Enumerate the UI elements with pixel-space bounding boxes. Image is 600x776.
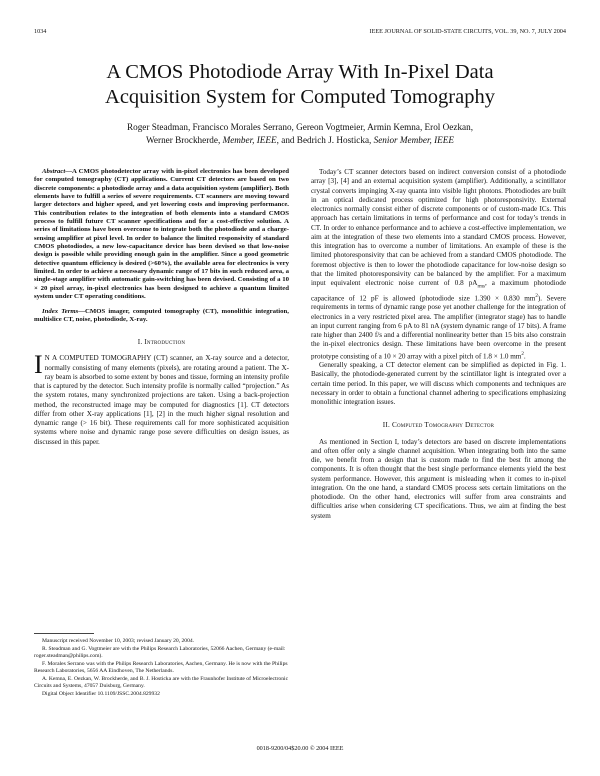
- footnote: Manuscript received November 10, 2003; revised January 20, 2004.: [42, 638, 195, 644]
- index-terms-label: Index Terms: [42, 307, 79, 315]
- left-column: [34, 168, 289, 447]
- journal-name: IEEE JOURNAL OF SOLID-STATE CIRCUITS, VOL. 39, NO. 7, JULY 2004: [369, 28, 566, 35]
- footnote: Digital Object Identifier 10.1109/JSSC.2004.829932: [42, 691, 160, 697]
- footnote-rule: [34, 633, 94, 634]
- footnote: F. Morales Serrano was with the Philips Research Laboratories, Aachen, Germany. He is now with the Philips Research Laboratories, 5656 AA Eindhoven, The Netherlands.: [34, 661, 288, 674]
- footnotes: [34, 633, 289, 699]
- index-terms-text: —CMOS imager, computed tomography (CT), monolithic integration, multislice CT, noise, photodiode, X-ray.: [34, 307, 289, 323]
- page-number: 1034: [34, 28, 47, 35]
- section-1-heading: I. Introduction: [137, 338, 186, 347]
- authors-line-2: [40, 134, 560, 147]
- abstract-text: —A CMOS photodetector array with in-pixel electronics has been developed for computed tomography (CT) applications. Current CT detectors are based on two discrete components: a photodiode array and a data acquisition system (amplifier). Both elements have to fulfill a series of severe requirements. CT scanners are moving toward larger detectors and higher speed, and yet lowering costs and improving performance. This contribution relates to the integration of both elements into a standard CMOS process to fulfill future CT scanner specifications and for a cost-effective solution. A series of limitations have been overcome to integrate both the photodiode and a charge-sensing amplifier at pixel level. In order to balance the limited responsivity of standard CMOS photodiodes, a new low-capacitance device has been devised so that low-noise design is possible while providing enough gain in the amplifier. Since a good geometric detective quantum efficiency is desired (>60%), the available area for electronics is very limited. In order to achieve a necessary dynamic range of 17 bits in such reduced area, a single-stage amplifier with automatic gain-switching has been devised. Consisting of a 10 × 20 pixel array, in-pixel electronics has been designed to achieve a quantum limited system under CT operating conditions.: [34, 168, 289, 301]
- abstract-label: Abstract: [42, 168, 66, 175]
- right-column: [311, 168, 566, 521]
- intro-paragraph: [34, 350, 289, 447]
- author-membership-a: Member, IEEE: [222, 134, 277, 145]
- title-line-2: Acquisition System for Computed Tomography: [105, 86, 495, 108]
- title-line-1: A CMOS Photodiode Array With In-Pixel Data: [106, 61, 494, 83]
- right-paragraph-3: As mentioned in Section I, today’s detectors are based on discrete implementations and often offer only a single channel acquisition. When integrating both into the same die, we benefit from a design that is custom made to find the best fit among the components. It is often thought that the best single performance elements yield the best system performance. However, this argument is misleading when it comes to in-pixel integration. On the one hand, a standard CMOS process sets certain limitations on the photodiode. On the other hand, electronics will suffer from area constraints and difficulties arise when considering CT specifications. Thus, we aim at finding the best system: [311, 437, 566, 520]
- footnote: R. Steadman and G. Vogtmeier are with the Philips Research Laboratories, 52066 Aachen, Germany (e-mail: roger.steadman@philips.com).: [34, 646, 286, 659]
- footnote: A. Kemna, E. Oezkan, W. Brockherde, and B. J. Hosticka are with the Fraunhofer Institute of Microelectronic Circuits and Systems, 47057 Duisburg, Germany.: [34, 676, 289, 689]
- authors-line-1: Roger Steadman, Francisco Morales Serrano, Gereon Vogtmeier, Armin Kemna, Erol Oezkan,: [126, 122, 474, 132]
- author-membership-b: Senior Member, IEEE: [373, 134, 454, 145]
- right-paragraph-1: Today’s CT scanner detectors based on indirect conversion consist of a photodiode array [3], [4] and an external acquisition system (amplifier). Additionally, a scintillator crystal converts impinging X-ray quanta into visible light photons. Photodiodes are built in an optical dedicated process optimized for high photoresponsivity. External electronics normally consist either of discrete components or of custom-made ICs. This approach has certain limitations in terms of performance and cost for today’s trends in CT. In order to enhance performance and to achieve a cost-effective implementation, we aim at the integration of these two elements into a standard CMOS process. However, this integration has to overcome a number of limitations. An example of these is the limited photoresponsivity that can be achieved from a standard CMOS photodiode. The foremost objective is then to lower the photodiode capacitance for low-noise design so that the limited photoresponsivity can be balanced by the amplifier. For a maximum input equivalent electronic noise current of 0.8 $pA_{rms}$, a maximum photodiode capacitance of 12 pF is allowed (photodiode size 1.390 × 0.830 $mm^2$). Severe requirements in terms of dynamic range pose yet another challenge for the integration of electronics in a very restricted pixel area. The amplifier (integrator stage) has to handle an input current ranging from 6 pA to 81 nA (system dynamic range of 17 bits). A frame rate higher than 2400 f/s and a differential nonlinearity better than 15 bits also constrain the in-pixel electronics design. These limitations have been overcome in the present prototype consisting of a 10 × 20 array with a pixel pitch of 1.8 × 1.0 $mm^2$.: [311, 168, 566, 360]
- author-names-a: Werner Brockherde,: [146, 134, 223, 145]
- copyright-footer: 0018-9200/04$20.00 © 2004 IEEE: [256, 745, 344, 752]
- right-paragraph-2: Generally speaking, a CT detector element can be simplified as depicted in Fig. 1. Basically, the photodiode-generated current by the scintillator light is integrated over a certain time period. In this paper, we will discuss which components and techniques are necessary in order to obtain a functional channel adhering to specifications emphasizing monolithic integration issues.: [311, 361, 566, 407]
- index-terms: [34, 308, 289, 325]
- drop-cap: I: [34, 350, 43, 380]
- abstract: [34, 168, 289, 302]
- section-2-heading: II. Computed Tomography Detector: [382, 421, 495, 430]
- author-list: [40, 121, 560, 146]
- paper-title: [40, 60, 560, 110]
- author-names-b: , and Bedrich J. Hosticka,: [276, 134, 374, 145]
- intro-text: N A COMPUTED TOMOGRAPHY (CT) scanner, an X-ray source and a detector, normally consisting of many elements (pixels), are rotating around a patient. The X-ray beam is absorbed to some extent by bones and tissue, forming an intensity profile that is captured by the detector. Such intensity profile is normally called “projection.” As the system rotates, many synchronized projections are taken. Using a back-projection method, the reconstructed image may be computed for diagnostics [1]. CT detectors differ from other X-ray applications [1], [2] in the much higher signal resolution and dynamic range (> 16 bit). These requirements call for more sophisticated acquisition systems where noise and dynamic range pose severe difficulties on design issues, as discussed in this paper.: [34, 354, 289, 446]
